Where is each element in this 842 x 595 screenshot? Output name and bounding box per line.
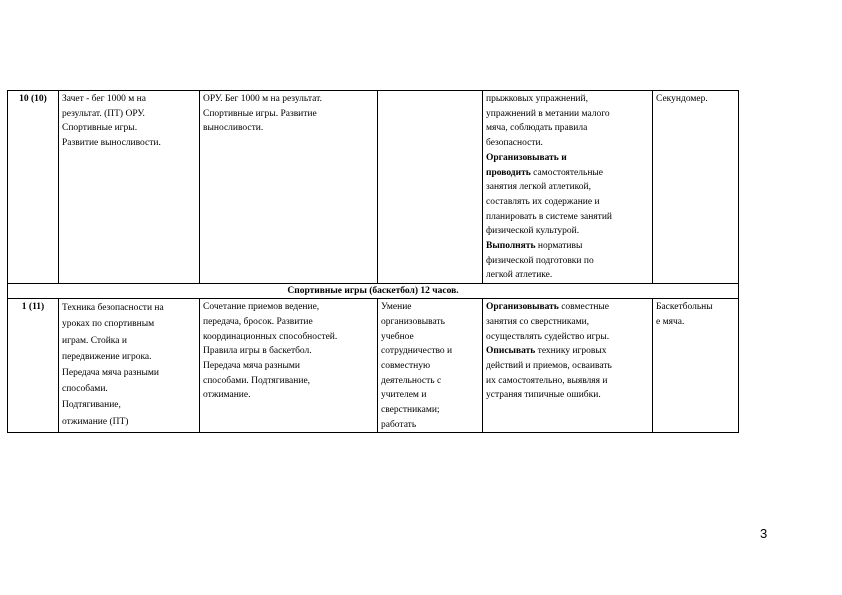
text-line bbox=[486, 344, 649, 359]
text-line: безопасности. bbox=[486, 138, 543, 149]
text-line: упражнений в метании малого bbox=[486, 108, 610, 119]
text-line: играм. Стойка и bbox=[62, 335, 127, 346]
text-line: координационных способностей. bbox=[203, 331, 338, 342]
student-activity-cell bbox=[483, 299, 653, 433]
text-line: учителем и bbox=[381, 390, 427, 401]
text-line: учебное bbox=[381, 331, 414, 342]
text-line: Организовывать и bbox=[486, 152, 567, 163]
text-fragment: технику игровых bbox=[535, 346, 607, 357]
text-line: планировать в системе занятий bbox=[486, 211, 612, 222]
text-line: организовывать bbox=[381, 316, 445, 327]
text-line: занятия со сверстниками, bbox=[486, 316, 590, 327]
text-fragment: совместные bbox=[558, 302, 610, 313]
text-line: е мяча. bbox=[656, 316, 685, 327]
lesson-number-cell: 10 (10) bbox=[8, 91, 59, 284]
text-line: Техника безопасности на bbox=[62, 303, 164, 314]
text-line: результат. (ПТ) ОРУ. bbox=[62, 108, 145, 119]
text-line: способами. bbox=[62, 384, 108, 395]
text-line: сотрудничество и bbox=[381, 346, 453, 357]
text-fragment: нормативы bbox=[535, 241, 583, 252]
equipment-cell bbox=[653, 299, 739, 433]
text-line: деятельность с bbox=[381, 375, 442, 386]
table-row bbox=[8, 91, 739, 284]
table-row bbox=[8, 299, 739, 433]
lesson-plan-table bbox=[7, 90, 739, 433]
text-line: составлять их содержание и bbox=[486, 196, 600, 207]
lesson-number-cell: 1 (11) bbox=[8, 299, 59, 433]
text-line bbox=[486, 166, 649, 181]
equipment-cell: Секундомер. bbox=[653, 91, 739, 284]
text-line: совместную bbox=[381, 360, 431, 371]
text-line bbox=[486, 300, 649, 315]
text-line: прыжковых упражнений, bbox=[486, 94, 588, 104]
lesson-topic-cell bbox=[59, 299, 200, 433]
text-line: устраняя типичные ошибки. bbox=[486, 390, 601, 401]
text-line: их самостоятельно, выявляя и bbox=[486, 375, 608, 386]
student-activity-cell bbox=[483, 91, 653, 284]
text-line: Баскетбольны bbox=[656, 302, 713, 313]
text-line: работать bbox=[381, 419, 417, 430]
text-line: Передача мяча разными bbox=[203, 360, 300, 371]
lesson-topic-cell bbox=[59, 91, 200, 284]
text-line: занятия легкой атлетикой, bbox=[486, 182, 592, 193]
uud-cell bbox=[378, 299, 483, 433]
text-line: легкой атлетике. bbox=[486, 270, 553, 281]
text-line: отжимание. bbox=[203, 390, 251, 401]
text-line: Зачет - бег 1000 м на bbox=[62, 94, 146, 104]
activity-verb: Выполнять bbox=[486, 241, 536, 252]
text-line: передача, бросок. Развитие bbox=[203, 316, 313, 327]
text-line: передвижение игрока. bbox=[62, 351, 152, 362]
text-line: Спортивные игры. bbox=[62, 123, 138, 134]
text-line: физической подготовки по bbox=[486, 255, 594, 266]
text-line: Умение bbox=[381, 302, 412, 313]
text-line: Развитие выносливости. bbox=[62, 138, 161, 149]
text-line: Подтягивание, bbox=[62, 400, 121, 411]
text-line: Сочетание приемов ведение, bbox=[203, 302, 320, 313]
lesson-content-cell bbox=[200, 299, 378, 433]
lesson-content-cell bbox=[200, 91, 378, 284]
text-line: способами. Подтягивание, bbox=[203, 375, 311, 386]
text-line: уроках по спортивным bbox=[62, 319, 155, 330]
text-line: физической культурой. bbox=[486, 226, 580, 237]
section-title: Спортивные игры (баскетбол) 12 часов. bbox=[8, 284, 739, 299]
activity-verb: Организовывать bbox=[486, 302, 559, 313]
text-line: мяча, соблюдать правила bbox=[486, 123, 588, 134]
text-line: отжимание (ПТ) bbox=[62, 416, 129, 427]
activity-verb: Описывать bbox=[486, 346, 536, 357]
activity-verb: проводить bbox=[486, 167, 531, 178]
text-line: Спортивные игры. Развитие bbox=[203, 108, 317, 119]
uud-cell bbox=[378, 91, 483, 284]
text-line: осуществлять судейство игры. bbox=[486, 331, 610, 342]
text-line bbox=[486, 239, 649, 254]
text-line: Правила игры в баскетбол. bbox=[203, 346, 312, 357]
text-line: ОРУ. Бег 1000 м на результат. bbox=[203, 94, 322, 104]
page-number: 3 bbox=[760, 526, 768, 541]
text-line: действий и приемов, осваивать bbox=[486, 360, 612, 371]
section-row bbox=[8, 284, 739, 299]
text-fragment: самостоятельные bbox=[530, 167, 604, 178]
text-line: выносливости. bbox=[203, 123, 264, 134]
text-line: Передача мяча разными bbox=[62, 367, 159, 378]
text-line: сверстниками; bbox=[381, 405, 440, 416]
